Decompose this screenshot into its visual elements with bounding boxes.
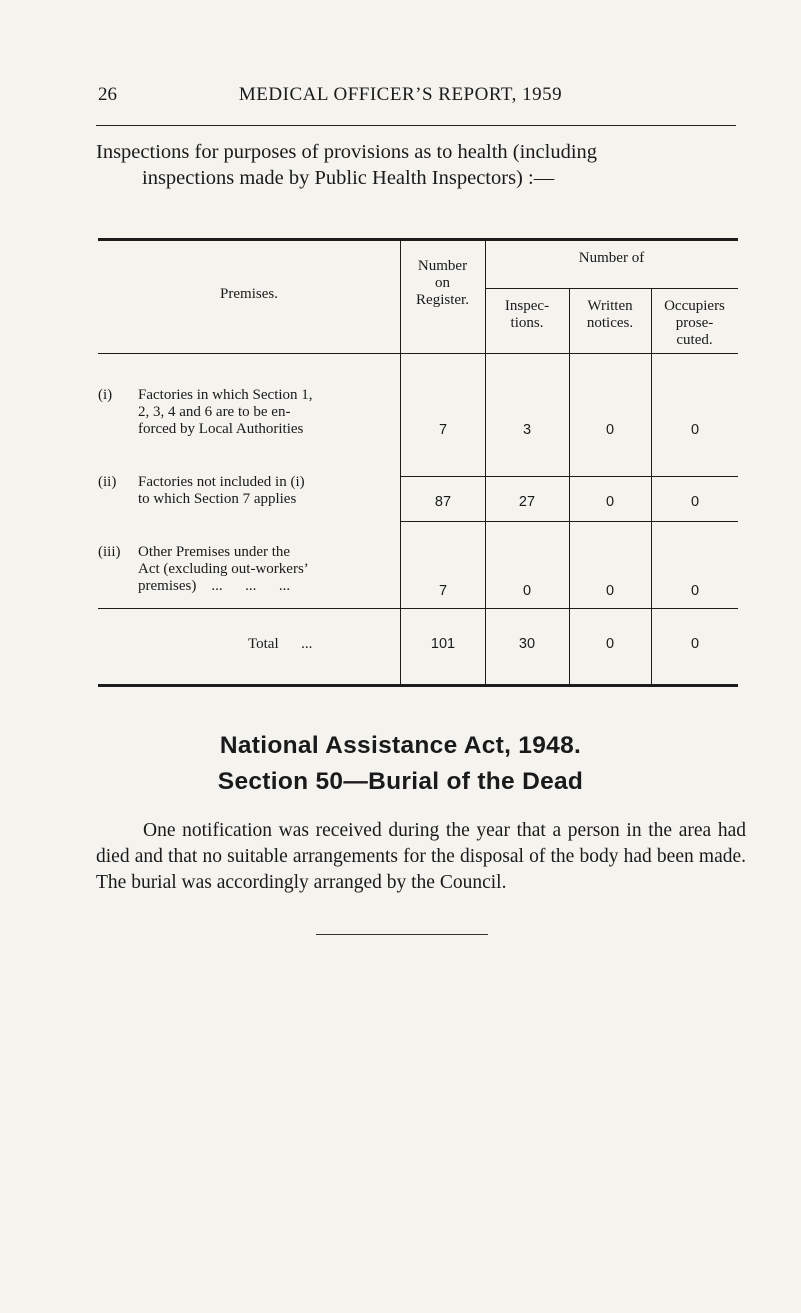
row-3-roman: (iii) — [98, 544, 121, 560]
page-number: 26 — [98, 84, 117, 105]
number-of-rule — [485, 288, 738, 289]
row-3-prosecuted: 0 — [690, 583, 700, 599]
row-2-label-line-2: to which Section 7 applies — [138, 491, 297, 507]
burial-paragraph: One notification was received during the year that a person in the area had died and that no suitable arrangements for the disposal of the body had been made. The burial was accordingly arranged by the Council. — [96, 820, 746, 893]
row-3-label-line-3: premises) ... ... ... — [138, 578, 291, 594]
table-row — [98, 387, 400, 447]
row-rule-1 — [400, 476, 738, 477]
row-3-notices: 0 — [605, 583, 615, 599]
row-rule-2 — [400, 521, 738, 522]
section-heading-burial: Section 50—Burial of the Dead — [217, 768, 584, 795]
row-1-register: 7 — [438, 422, 448, 438]
table-bottom-rule — [98, 684, 738, 687]
row-3-label-line-2: Act (excluding out-workers’ — [138, 561, 309, 577]
section-heading-act: National Assistance Act, 1948. — [219, 732, 582, 759]
running-title: MEDICAL OFFICER’S REPORT, 1959 — [238, 84, 563, 105]
row-2-register: 87 — [434, 494, 452, 510]
header-prosecuted-line-1: Occupiers — [664, 298, 725, 314]
header-inspections-line-2: tions. — [510, 315, 544, 331]
row-2-roman: (ii) — [98, 474, 117, 490]
intro-line-1: Inspections for purposes of provisions as to health (including — [96, 141, 598, 163]
intro-line-2: inspections made by Public Health Inspectors) :— — [142, 167, 555, 189]
row-3-label — [138, 544, 396, 595]
header-notices-line-1: Written — [587, 298, 633, 314]
header-inspections-line-1: Inspec- — [504, 298, 550, 314]
row-1-label-line-1: Factories in which Section 1, — [138, 387, 313, 403]
table-row — [98, 544, 400, 604]
header-notices-line-2: notices. — [586, 315, 634, 331]
header-prosecuted-line-3: cuted. — [676, 332, 713, 348]
table-top-rule — [98, 238, 738, 241]
header-prosecuted — [651, 298, 738, 349]
row-1-roman: (i) — [98, 387, 113, 403]
header-register-line-1: Number — [417, 258, 468, 274]
row-1-label-line-2: 2, 3, 4 and 6 are to be en- — [138, 404, 291, 420]
inspections-table — [98, 238, 738, 688]
row-rule-3 — [98, 608, 738, 609]
header-register-line-2: on — [435, 275, 450, 291]
header-prosecuted-line-2: prose- — [675, 315, 714, 331]
row-3-label-line-1: Other Premises under the — [138, 544, 291, 560]
row-2-label-line-1: Factories not included in (i) — [138, 474, 305, 490]
total-register: 101 — [430, 636, 456, 652]
header-bottom-rule — [98, 353, 738, 354]
row-1-label — [138, 387, 396, 438]
row-1-notices: 0 — [605, 422, 615, 438]
row-3-register: 7 — [438, 583, 448, 599]
total-prosecuted: 0 — [690, 636, 700, 652]
row-2-prosecuted: 0 — [690, 494, 700, 510]
header-inspections — [485, 298, 569, 332]
header-number-of: Number of — [578, 250, 645, 266]
row-1-inspections: 3 — [522, 422, 532, 438]
page-header — [0, 84, 801, 114]
header-rule — [96, 125, 736, 126]
col-divider-3 — [569, 288, 570, 684]
header-register-line-3: Register. — [416, 292, 469, 308]
header-notices — [569, 298, 651, 332]
total-label: Total ... — [248, 636, 313, 652]
header-premises: Premises. — [220, 286, 278, 302]
table-row — [98, 474, 400, 514]
end-rule — [316, 934, 488, 935]
row-2-inspections: 27 — [518, 494, 536, 510]
row-3-inspections: 0 — [522, 583, 532, 599]
row-1-prosecuted: 0 — [690, 422, 700, 438]
total-notices: 0 — [605, 636, 615, 652]
header-register — [400, 258, 485, 309]
total-inspections: 30 — [518, 636, 536, 652]
row-2-label — [138, 474, 396, 508]
intro-paragraph — [96, 139, 746, 191]
row-1-label-line-3: forced by Local Authorities — [138, 421, 304, 437]
row-2-notices: 0 — [605, 494, 615, 510]
